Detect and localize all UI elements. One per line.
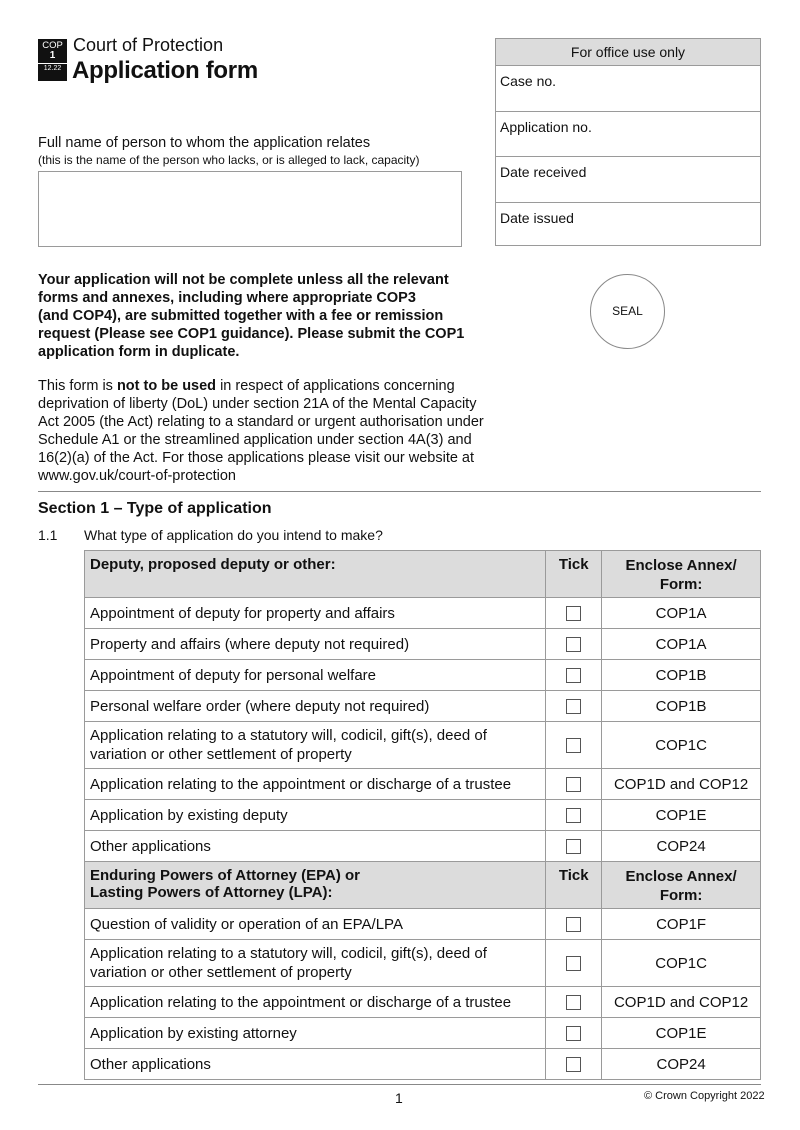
application-type-label: Application relating to a statutory will, codicil, gift(s), deed of variation or other settlement of property <box>85 940 546 987</box>
enclose-form-code: COP1B <box>602 691 761 722</box>
table-row <box>85 722 761 769</box>
enclose-form-code: COP24 <box>602 831 761 862</box>
application-type-label: Appointment of deputy for property and affairs <box>85 598 546 629</box>
table-row <box>85 660 761 691</box>
tick-cell <box>546 722 602 769</box>
tick-checkbox[interactable] <box>566 1026 581 1041</box>
tick-cell <box>546 987 602 1018</box>
enclose-form-code: COP1C <box>602 940 761 987</box>
tick-checkbox[interactable] <box>566 1057 581 1072</box>
group-heading-deputy: Deputy, proposed deputy or other: <box>85 551 546 598</box>
person-name-sublabel: (this is the name of the person who lacks, or is alleged to lack, capacity) <box>38 153 420 167</box>
office-field-case-no: Case no. <box>496 66 760 112</box>
enclose-form-code: COP1E <box>602 800 761 831</box>
warning-line: Your application will not be complete unless all the relevant <box>38 272 449 288</box>
enclose-form-code: COP1D and COP12 <box>602 769 761 800</box>
notice-post: in respect of applications concerning <box>216 378 455 394</box>
enclose-form-code: COP1F <box>602 909 761 940</box>
table-row <box>85 940 761 987</box>
section-title: Section 1 – Type of application <box>38 500 272 517</box>
tick-checkbox[interactable] <box>566 995 581 1010</box>
person-name-field[interactable] <box>38 171 462 247</box>
tick-checkbox[interactable] <box>566 956 581 971</box>
application-type-label: Other applications <box>85 831 546 862</box>
table-row <box>85 598 761 629</box>
tick-cell <box>546 800 602 831</box>
office-use-box <box>495 38 761 246</box>
notice-line: Act 2005 (the Act) relating to a standard or urgent authorisation under <box>38 414 484 430</box>
tick-cell <box>546 660 602 691</box>
application-type-table <box>84 550 761 1080</box>
attorney-rows <box>85 909 761 1080</box>
application-type-label: Other applications <box>85 1049 546 1080</box>
completion-warning <box>38 271 478 361</box>
person-name-label: Full name of person to whom the application relates <box>38 135 371 151</box>
enclose-form-code: COP1A <box>602 629 761 660</box>
form-code-badge <box>38 39 67 81</box>
tick-cell <box>546 940 602 987</box>
office-field-application-no: Application no. <box>496 112 760 158</box>
application-type-label: Personal welfare order (where deputy not required) <box>85 691 546 722</box>
notice-line <box>38 377 478 395</box>
tick-cell <box>546 831 602 862</box>
application-type-label: Application relating to a statutory will, codicil, gift(s), deed of variation or other settlement of property <box>85 722 546 769</box>
tick-checkbox[interactable] <box>566 738 581 753</box>
table-row <box>85 1049 761 1080</box>
tick-column-header: Tick <box>546 862 602 909</box>
tick-cell <box>546 909 602 940</box>
tick-cell <box>546 769 602 800</box>
table-row <box>85 691 761 722</box>
tick-cell <box>546 691 602 722</box>
enclose-form-code: COP24 <box>602 1049 761 1080</box>
enclose-form-code: COP1C <box>602 722 761 769</box>
footer-divider <box>38 1084 761 1085</box>
warning-line: forms and annexes, including where appropriate COP3 <box>38 290 416 306</box>
warning-line: application form in duplicate. <box>38 344 240 360</box>
office-use-heading: For office use only <box>496 39 760 66</box>
tick-cell <box>546 629 602 660</box>
table-row <box>85 831 761 862</box>
tick-checkbox[interactable] <box>566 699 581 714</box>
tick-checkbox[interactable] <box>566 808 581 823</box>
group-heading-attorney: Enduring Powers of Attorney (EPA) or Lasting Powers of Attorney (LPA): <box>85 862 546 909</box>
tick-checkbox[interactable] <box>566 917 581 932</box>
badge-date: 12.22 <box>38 63 67 74</box>
enclose-form-code: COP1B <box>602 660 761 691</box>
application-type-label: Application by existing attorney <box>85 1018 546 1049</box>
question-number: 1.1 <box>38 527 58 543</box>
tick-checkbox[interactable] <box>566 839 581 854</box>
enclose-column-header: Enclose Annex/ Form: <box>602 551 761 598</box>
application-type-label: Application relating to the appointment or discharge of a trustee <box>85 769 546 800</box>
application-type-label: Appointment of deputy for personal welfare <box>85 660 546 691</box>
divider <box>38 491 761 492</box>
table-group-header <box>85 551 761 598</box>
table-row <box>85 800 761 831</box>
table-row <box>85 629 761 660</box>
copyright: © Crown Copyright 2022 <box>644 1090 765 1102</box>
tick-checkbox[interactable] <box>566 668 581 683</box>
tick-cell <box>546 1018 602 1049</box>
warning-line: request (Please see COP1 guidance). Please submit the COP1 <box>38 326 465 342</box>
enclose-column-header: Enclose Annex/ Form: <box>602 862 761 909</box>
seal-circle: SEAL <box>590 274 665 349</box>
dol-notice <box>38 377 484 485</box>
deputy-rows <box>85 598 761 862</box>
form-title: Application form <box>72 57 258 84</box>
notice-bold: not to be used <box>116 378 217 394</box>
page-number: 1 <box>395 1090 403 1106</box>
warning-line: (and COP4), are submitted together with a fee or remission <box>38 308 444 324</box>
tick-checkbox[interactable] <box>566 606 581 621</box>
notice-link-text: www.gov.uk/court-of-protection <box>38 468 236 484</box>
enclose-form-code: COP1A <box>602 598 761 629</box>
application-type-label: Question of validity or operation of an EPA/LPA <box>85 909 546 940</box>
office-field-date-issued: Date issued <box>500 209 574 226</box>
table-row <box>85 769 761 800</box>
notice-line: Schedule A1 or the streamlined application under section 4A(3) and <box>38 432 472 448</box>
tick-checkbox[interactable] <box>566 637 581 652</box>
application-type-label: Application by existing deputy <box>85 800 546 831</box>
table-row <box>85 909 761 940</box>
badge-number: 1 <box>49 50 56 61</box>
tick-checkbox[interactable] <box>566 777 581 792</box>
enclose-form-code: COP1E <box>602 1018 761 1049</box>
office-field-date-received: Date received <box>496 157 760 203</box>
court-name: Court of Protection <box>73 35 224 55</box>
tick-cell <box>546 598 602 629</box>
tick-cell <box>546 1049 602 1080</box>
notice-pre: This form is <box>38 378 117 394</box>
notice-line: deprivation of liberty (DoL) under section 21A of the Mental Capacity <box>38 396 477 412</box>
table-group-header <box>85 862 761 909</box>
table-row <box>85 987 761 1018</box>
question-text: What type of application do you intend to make? <box>84 527 383 543</box>
application-type-label: Property and affairs (where deputy not required) <box>85 629 546 660</box>
badge-code: COP <box>42 40 63 51</box>
notice-line: 16(2)(a) of the Act. For those applications please visit our website at <box>38 450 475 466</box>
enclose-form-code: COP1D and COP12 <box>602 987 761 1018</box>
tick-column-header: Tick <box>546 551 602 598</box>
application-type-label: Application relating to the appointment or discharge of a trustee <box>85 987 546 1018</box>
table-row <box>85 1018 761 1049</box>
